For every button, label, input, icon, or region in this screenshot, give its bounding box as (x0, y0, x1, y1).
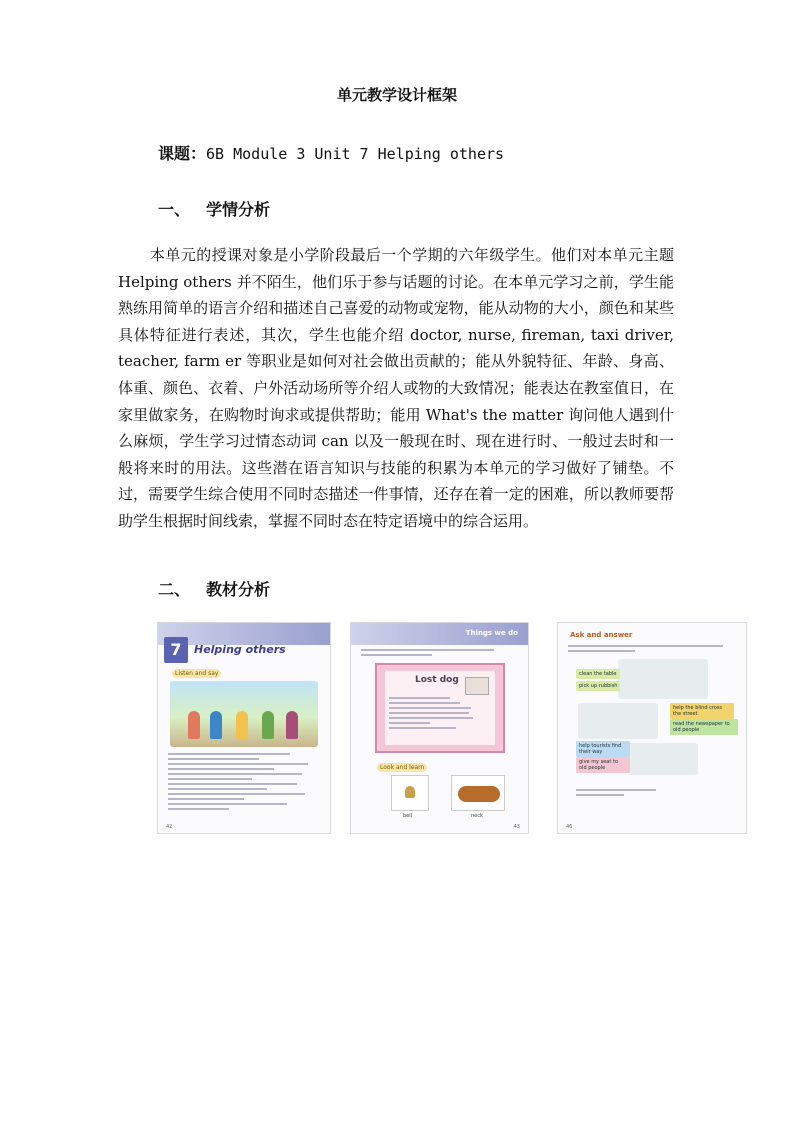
activity-tag: give my seat to old people (576, 757, 630, 773)
page-header: Things we do (465, 629, 518, 637)
bell-picture (391, 775, 429, 811)
textbook-page-42 (157, 622, 331, 834)
dog-picture (451, 775, 505, 811)
course-line (158, 141, 504, 164)
textbook-page-43 (350, 622, 529, 834)
dog-photo (465, 677, 489, 695)
dialogue-text (168, 753, 320, 813)
course-label: 课题： (158, 144, 207, 163)
section-title: 教材分析 (206, 580, 271, 599)
section-label: Look and learn (377, 763, 427, 772)
unit-title: Helping others (194, 643, 286, 656)
section-label: Listen and say (172, 669, 221, 678)
child-figure (262, 711, 274, 739)
section-heading-1 (158, 197, 270, 220)
caption: neck (471, 813, 483, 819)
section-number: 二、 (158, 580, 191, 599)
activity-tag: help the blind cross the street (670, 703, 734, 719)
helping-illustration (578, 703, 658, 739)
page-number: 46 (566, 824, 573, 830)
helping-illustration (618, 659, 708, 699)
child-figure (188, 711, 200, 739)
activity-tag: help tourists find their way (576, 741, 630, 757)
notice-text (389, 697, 491, 732)
activity-tag: clean the table (576, 669, 620, 679)
notice-title: Lost dog (415, 675, 459, 685)
activity-tag: pick up rubbish (576, 681, 620, 691)
answer-text (576, 789, 736, 799)
child-figure (236, 711, 248, 739)
caption: bell (403, 813, 413, 819)
child-figure (286, 711, 298, 739)
textbook-pages (157, 622, 775, 834)
instruction-text (568, 645, 736, 655)
instruction-text (361, 649, 518, 659)
section-title: 学情分析 (206, 200, 271, 219)
lost-dog-notice (375, 663, 505, 753)
section-number: 一、 (158, 200, 191, 219)
document-title: 单元教学设计框架 (336, 86, 457, 104)
page-number: 43 (513, 824, 520, 830)
textbook-page-46 (557, 622, 747, 834)
analysis-paragraph: 本单元的授课对象是小学阶段最后一个学期的六年级学生。他们对本单元主题 Helping others 并不陌生，他们乐于参与话题的讨论。在本单元学习之前，学生能熟练用简单的语言介绍和描述自己喜爱的动物或宠物，能从动物的大小，颜色和某些具体特征进行表述，其次，学生也能介绍 doctor, nurse, fireman, taxi driver, teacher, farm er 等职业是如何对社会做出贡献的；能从外貌特征、年龄、身高、体重、颜色、衣着、户外活动场所等介绍人或物的大致情况；能表达在教室值日，在家里做家务，在购物时询求或提供帮助；能用 What's the matter 询问他人遇到什么麻烦，学生学习过情态动词 can 以及一般现在时、现在进行时、一般过去时和一般将来时的用法。这些潜在语言知识与技能的积累为本单元的学习做好了铺垫。不过，需要学生综合使用不同时态描述一件事情，还存在着一定的困难，所以教师要帮助学生根据时间线索，掌握不同时态在特定语境中的综合运用。 (118, 246, 674, 530)
section-heading-2 (158, 577, 270, 600)
unit-number-badge: 7 (164, 637, 188, 663)
course-value: 6B Module 3 Unit 7 Helping others (206, 145, 505, 163)
activity-tag: read the newspaper to old people (670, 719, 738, 735)
section-label: Ask and answer (570, 631, 633, 639)
child-figure (210, 711, 222, 739)
helping-illustration (628, 743, 698, 775)
page-number: 42 (166, 824, 173, 830)
park-illustration (170, 681, 318, 747)
